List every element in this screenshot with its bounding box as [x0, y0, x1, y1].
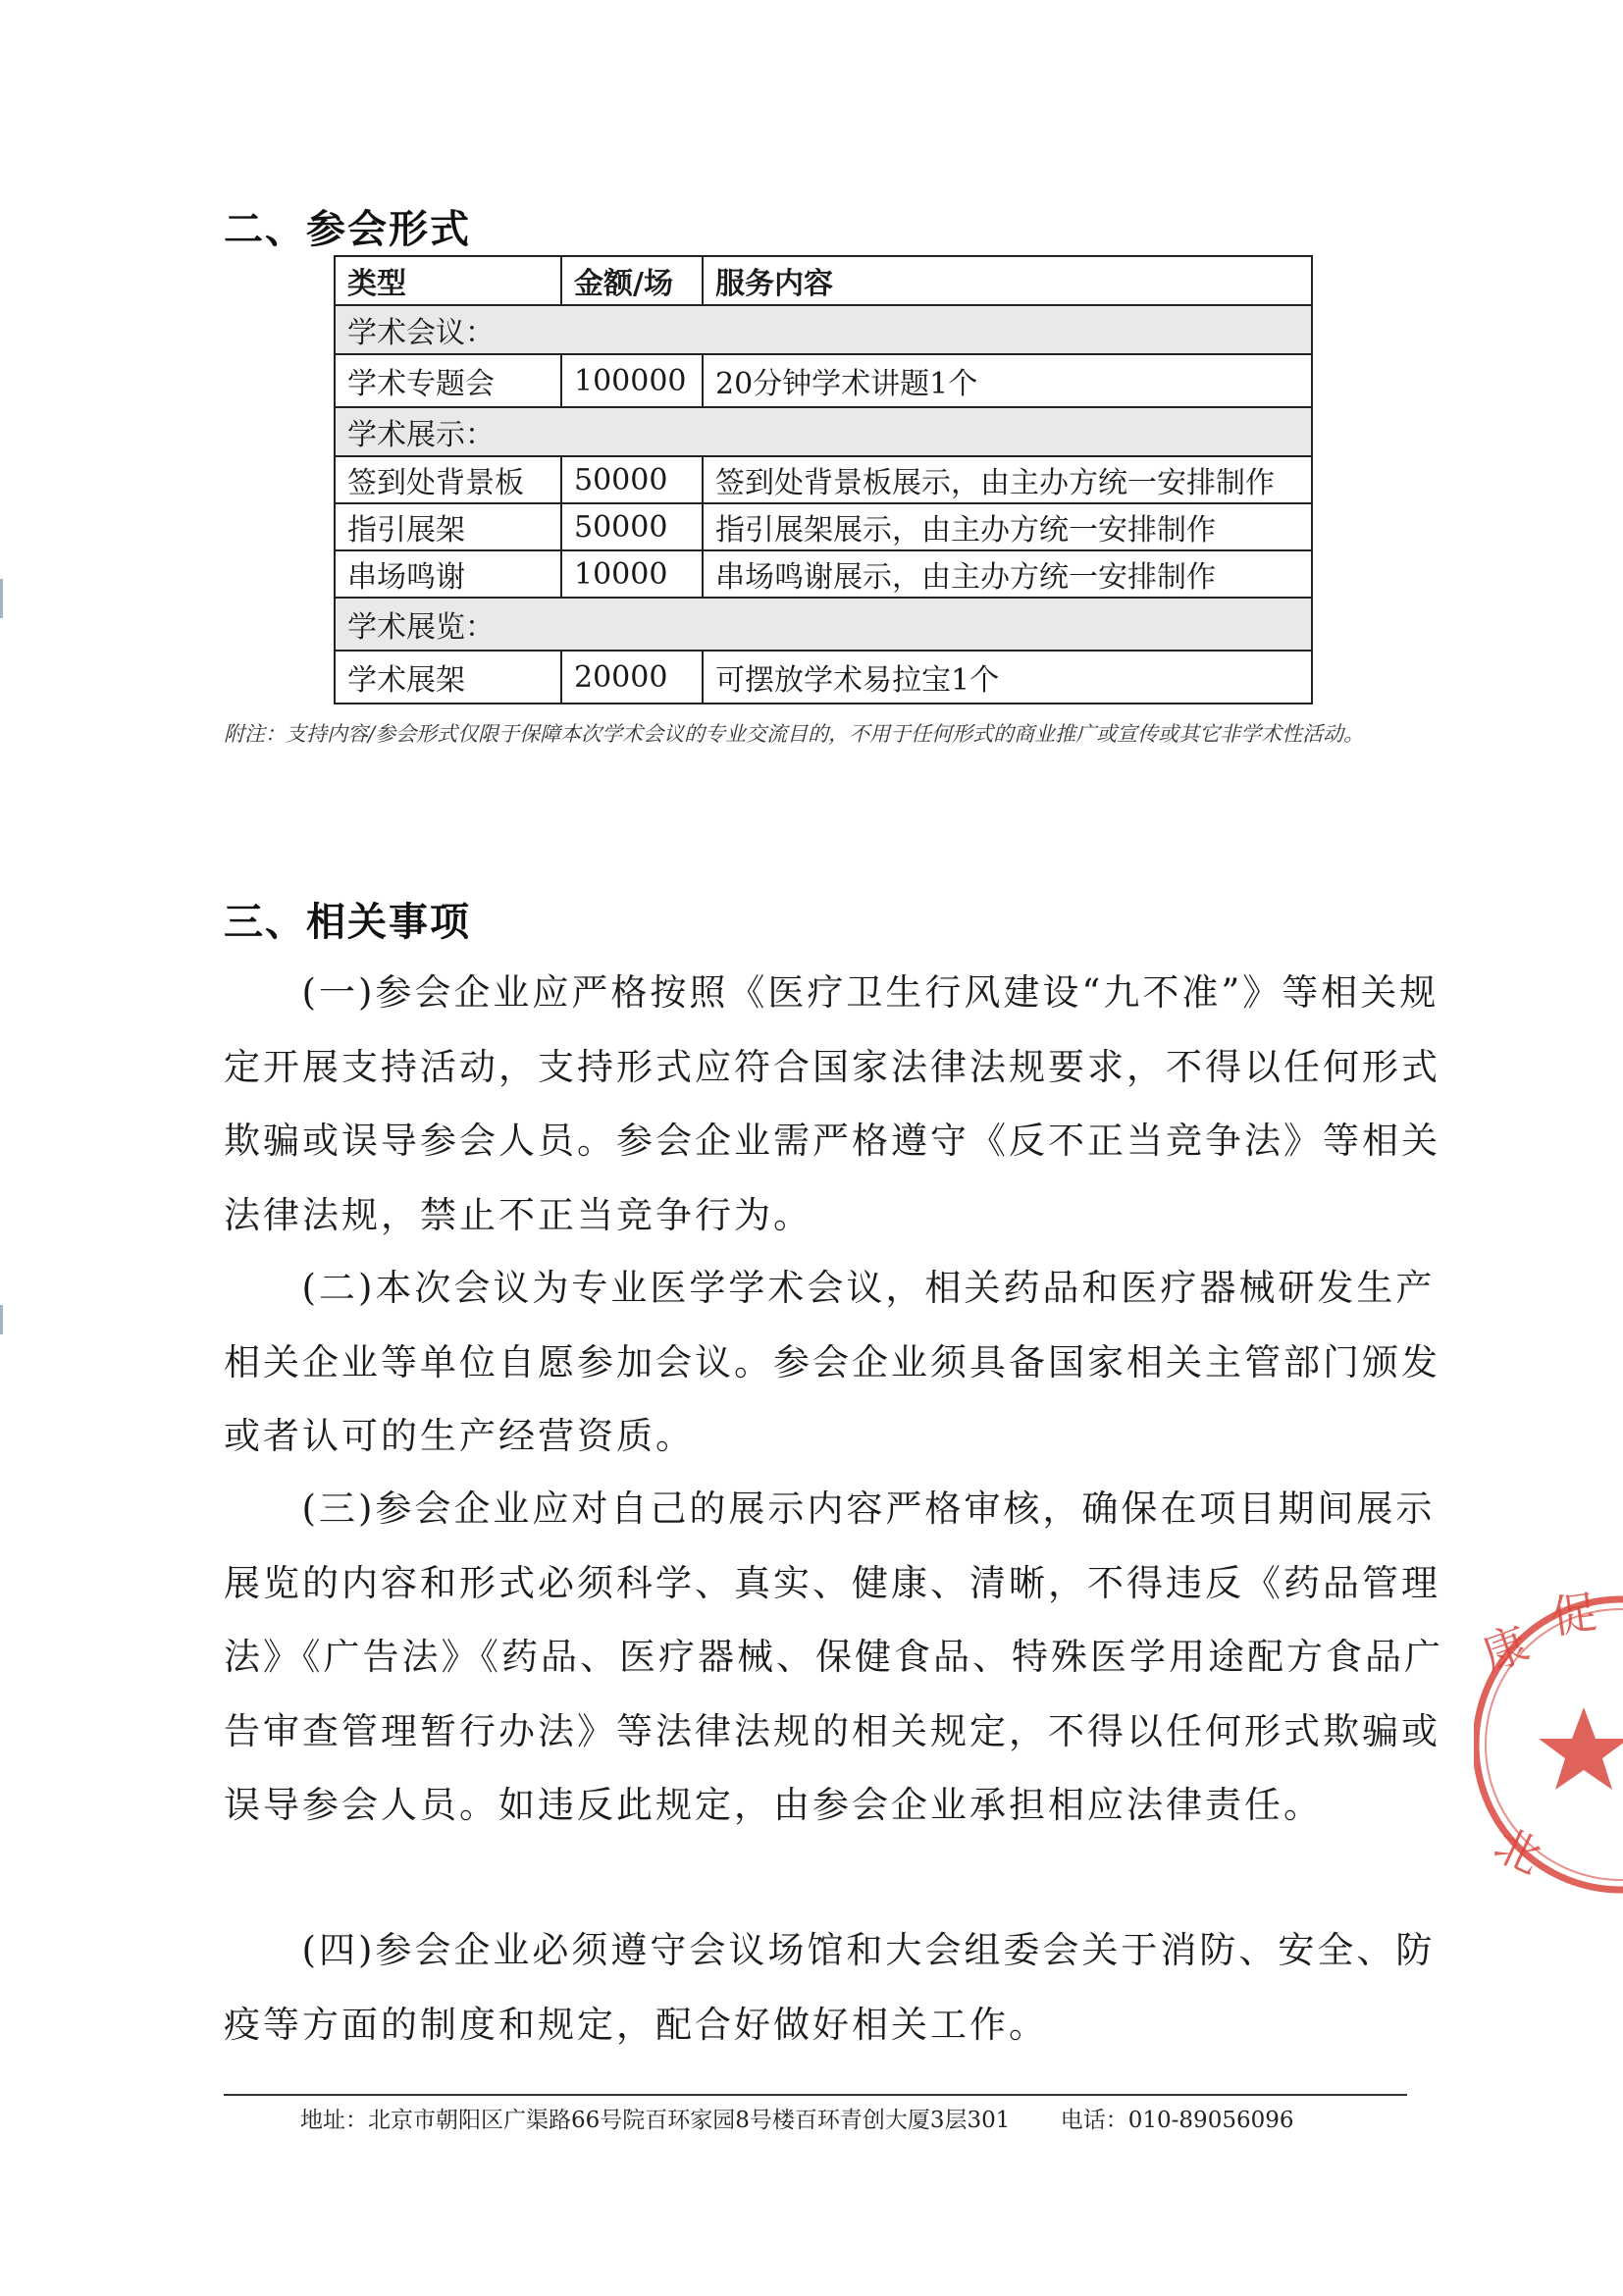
scan-edge-mark — [0, 579, 3, 618]
cell-amount: 50000 — [561, 503, 703, 550]
section-heading-participation: 二、参会形式 — [224, 207, 471, 252]
section-heading-matters: 三、相关事项 — [224, 900, 471, 945]
table-group-row — [335, 305, 1312, 354]
seal-graphic — [1474, 1570, 1623, 1923]
cell-service: 签到处背景板展示，由主办方统一安排制作 — [703, 456, 1312, 503]
table-row — [335, 550, 1312, 598]
paragraph-item-1: (一)参会企业应严格按照《医疗卫生行风建设“九不准”》等相关规定开展支持活动，支持形式应符合国家法律法规要求，不得以任何形式欺骗或误导参会人员。参会企业需严格遵守《反不正当竞争法》等相关法律法规，禁止不正当竞争行为。 — [224, 971, 1440, 1236]
table-footnote: 附注：支持内容/参会形式仅限于保障本次学术会议的专业交流目的，不用于任何形式的商业推广或宣传或其它非学术性活动。 — [224, 722, 1365, 746]
scan-edge-mark — [0, 1305, 3, 1334]
svg-text:北: 北 — [1486, 1817, 1550, 1885]
table-header-type: 类型 — [335, 256, 561, 305]
cell-amount: 10000 — [561, 550, 703, 598]
table-row — [335, 651, 1312, 704]
cell-type: 串场鸣谢 — [335, 550, 561, 598]
cell-amount: 50000 — [561, 456, 703, 503]
cell-service: 串场鸣谢展示，由主办方统一安排制作 — [703, 550, 1312, 598]
table-row — [335, 456, 1312, 503]
cell-type: 学术专题会 — [335, 354, 561, 407]
cell-service: 指引展架展示，由主办方统一安排制作 — [703, 503, 1312, 550]
cell-type: 签到处背景板 — [335, 456, 561, 503]
cell-service: 可摆放学术易拉宝1个 — [703, 651, 1312, 704]
table-header-service: 服务内容 — [703, 256, 1312, 305]
cell-type: 指引展架 — [335, 503, 561, 550]
svg-text:康: 康 — [1475, 1616, 1536, 1683]
table-row — [335, 503, 1312, 550]
cell-type: 学术展架 — [335, 651, 561, 704]
official-seal — [1474, 1570, 1623, 1923]
cell-amount: 20000 — [561, 651, 703, 704]
footer-phone: 电话：010-89056096 — [1060, 2108, 1294, 2133]
group-label: 学术展览： — [335, 598, 1312, 651]
group-label: 学术会议： — [335, 305, 1312, 354]
footer-address: 地址：北京市朝阳区广渠路66号院百环家园8号楼百环青创大厦3层301 — [300, 2108, 1011, 2133]
table-row — [335, 354, 1312, 407]
svg-text:促: 促 — [1547, 1585, 1600, 1644]
cell-amount: 100000 — [561, 354, 703, 407]
table-header-amount: 金额/场 — [561, 256, 703, 305]
paragraph-item-4: (四)参会企业必须遵守会议场馆和大会组委会关于消防、安全、防疫等方面的制度和规定，配合好做好相关工作。 — [224, 1929, 1436, 2046]
table-group-row — [335, 407, 1312, 456]
footer — [300, 2102, 1294, 2134]
footer-divider — [224, 2094, 1407, 2096]
fee-table — [334, 255, 1313, 704]
paragraph-item-2: (二)本次会议为专业医学学术会议，相关药品和医疗器械研发生产相关企业等单位自愿参加会议。参会企业须具备国家相关主管部门颁发或者认可的生产经营资质。 — [224, 1267, 1440, 1457]
table-header-row — [335, 256, 1312, 305]
cell-service: 20分钟学术讲题1个 — [703, 354, 1312, 407]
paragraph-item-3: (三)参会企业应对自己的展示内容严格审核，确保在项目期间展示展览的内容和形式必须科学、真实、健康、清晰，不得违反《药品管理法》《广告法》《药品、医疗器械、保健食品、特殊医学用途配方食品广告审查管理暂行办法》等法律法规的相关规定，不得以任何形式欺骗或误导参会人员。如违反此规定，由参会企业承担相应法律责任。 — [224, 1487, 1443, 1826]
table-group-row — [335, 598, 1312, 651]
group-label: 学术展示： — [335, 407, 1312, 456]
